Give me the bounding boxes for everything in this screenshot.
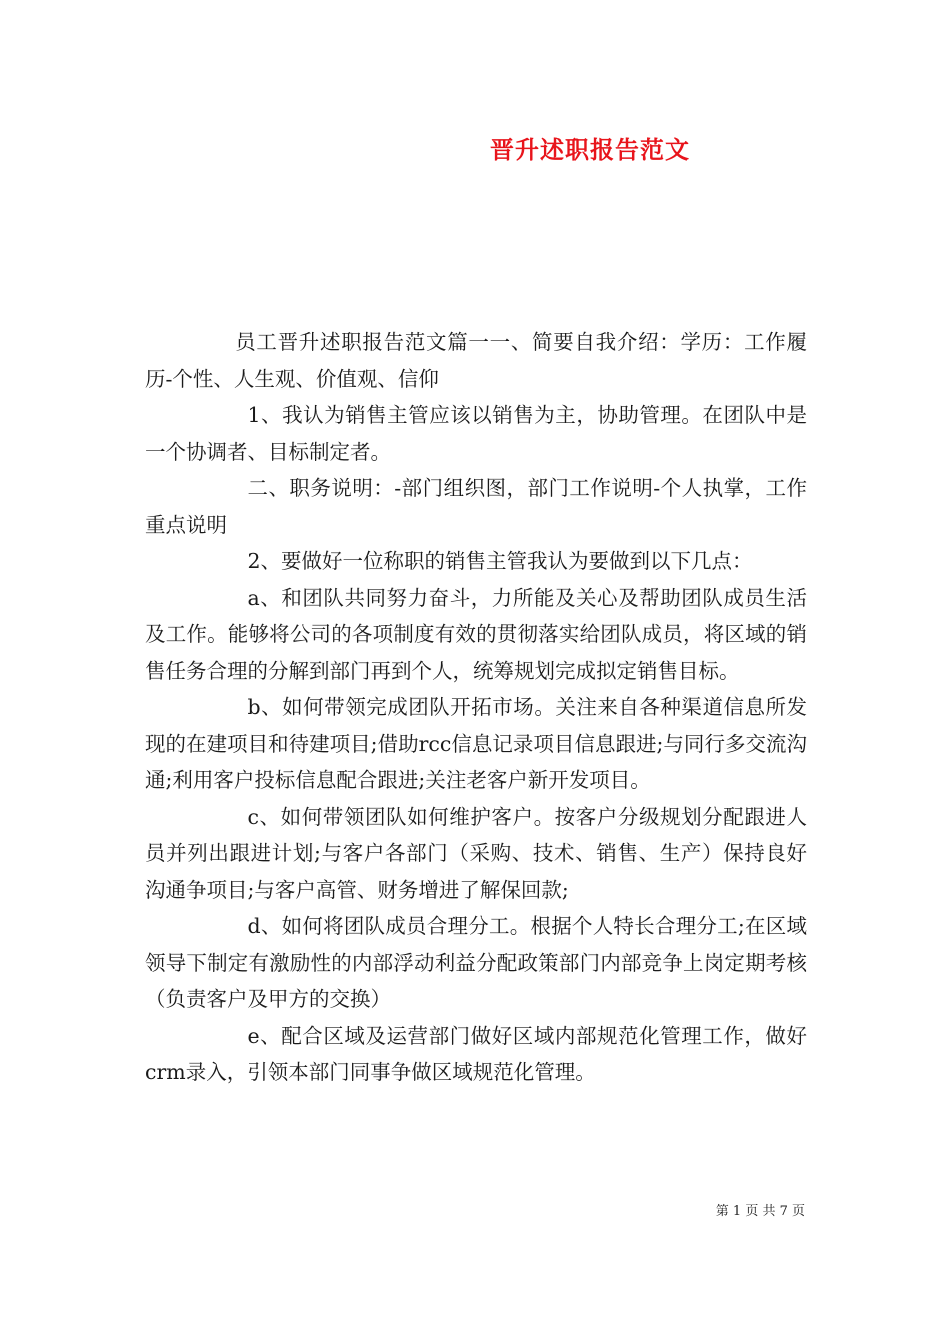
paragraph-3: 2、要做好一位称职的销售主管我认为要做到以下几点： [247, 549, 753, 573]
paragraph-1: 1、我认为销售主管应该以销售为主，协助管理。在团队中是一个协调者、目标制定者。 [145, 403, 807, 464]
page-number: 第 1 页 共 7 页 [715, 1204, 805, 1219]
paragraph-c: c、如何带领团队如何维护客户。按客户分级规划分配跟进人员并列出跟进计划;与客户各部门（采购、技术、销售、生产）保持良好沟通争项目;与客户高管、财务增进了解保回款; [145, 804, 807, 902]
paragraph-a: a、和团队共同努力奋斗，力所能及关心及帮助团队成员生活及工作。能够将公司的各项制度有效的贯彻落实给团队成员，将区域的销售任务合理的分解到部门再到个人，统筹规划完成拟定销售目标。 [145, 585, 807, 683]
document-body [145, 324, 807, 1091]
document-title: 晋升述职报告范文 [490, 135, 690, 164]
paragraph-e: e、配合区域及运营部门做好区域内部规范化管理工作，做好crm录入，引领本部门同事争做区域规范化管理。 [145, 1023, 807, 1084]
paragraph-2: 二、职务说明：-部门组织图，部门工作说明-个人执掌，工作重点说明 [145, 476, 807, 537]
paragraph-intro: 员工晋升述职报告范文篇一一、简要自我介绍：学历：工作履历-个性、人生观、价值观、信仰 [145, 330, 807, 391]
paragraph-d: d、如何将团队成员合理分工。根据个人特长合理分工;在区域领导下制定有激励性的内部浮动利益分配政策部门内部竞争上岗定期考核（负责客户及甲方的交换） [145, 914, 807, 1011]
paragraph-b: b、如何带领完成团队开拓市场。关注来自各种渠道信息所发现的在建项目和待建项目;借助rcc信息记录项目信息跟进;与同行多交流沟通;利用客户投标信息配合跟进;关注老客户新开发项目。 [145, 695, 807, 792]
